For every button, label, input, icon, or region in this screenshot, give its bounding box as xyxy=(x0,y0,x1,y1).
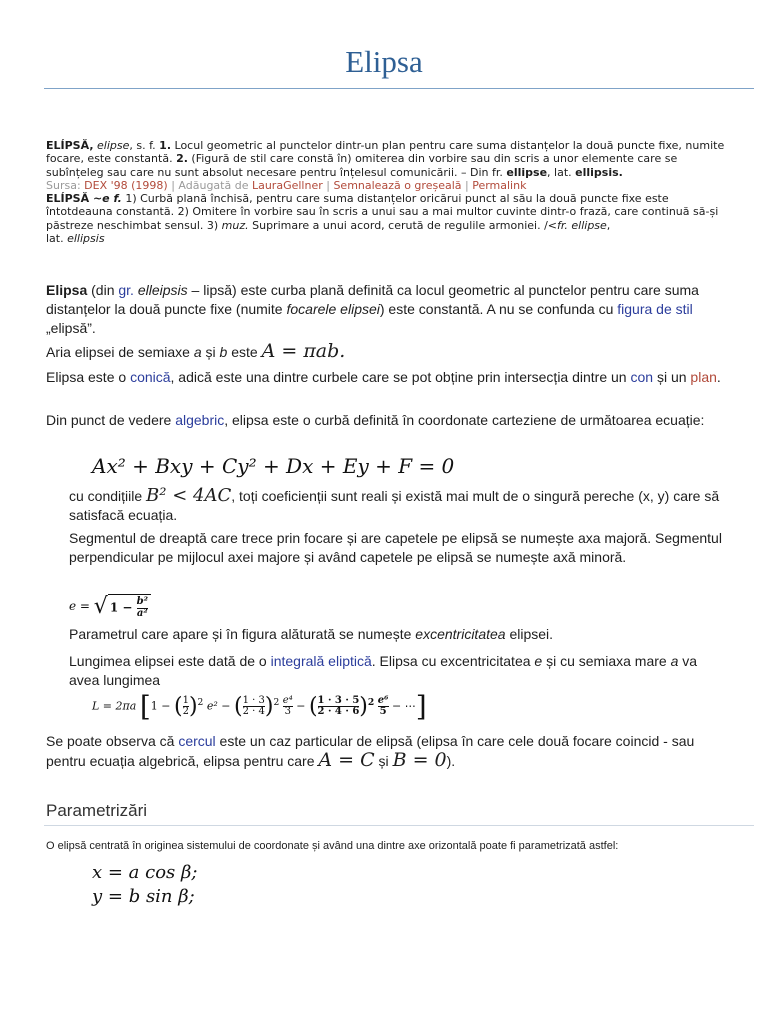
circle-formula-1: A = C xyxy=(318,749,375,771)
eccentricity-paragraph: Parametrul care apare și în figura alăturată se numește excentricitatea elipsei. xyxy=(69,626,554,642)
integral-link[interactable]: integrală eliptică xyxy=(270,653,372,669)
circle-formula-2: B = 0 xyxy=(392,749,447,771)
intro-paragraph: Elipsa (din gr. elleipsis – lipsă) este curba plană definită ca locul geometric al punctelor pentru care suma distanțelor la două puncte fixe (numite focarele elipsei) este constantă. A nu se confunda cu figura de stil „elipsă”. xyxy=(46,282,699,336)
dex-permalink[interactable]: Permalink xyxy=(472,178,527,192)
area-paragraph: Aria elipsei de semiaxe a și b este A = πab. xyxy=(46,340,346,362)
length-series-formula: L = 2πa [1 − ( $\frac{1}{2}$ )$^2$ e² − ( $\frac{1 \cdot 3}{2 \cdot 4}$ )$^2$ $\frac{\text{e⁴}}{3}$ − ( $\frac{1 \cdot 3 \cdot 5}{2 \cdot 4 \cdot 6}$ )$^2$ $\frac{\text{e⁶}}{5}$ − ⋯] xyxy=(92,690,427,723)
page-title: Elipsa xyxy=(345,44,423,79)
figura-de-stil-link[interactable]: figura de stil xyxy=(617,301,693,317)
dex-source-line: Sursa: DEX '98 (1998) | Adăugată de LauraGellner | Semnalează o greșeală | Permalink xyxy=(46,178,527,192)
conica-paragraph: Elipsa este o conică, adică este una dintre curbele care se pot obține prin intersecția dintre un con și un plan. xyxy=(46,369,721,385)
cerc-link[interactable]: cercul xyxy=(178,733,216,749)
param-y-formula: y = b sin β; xyxy=(92,886,195,907)
conditions-paragraph: cu condițiile B² < 4AC, toți coeficienții sunt reali și există mai mult de o singură pereche (x, y) care să satisfacă ecuația. xyxy=(69,485,720,523)
conica-link[interactable]: conică xyxy=(130,369,171,385)
title-divider xyxy=(44,88,754,89)
eccentricity-formula: e = √ 1 − $\frac{\text{b²}}{\text{a²}}$ xyxy=(69,594,151,619)
param-x-formula: x = a cos β; xyxy=(92,862,198,883)
dex-entry-1: ELÍPSĂ, elipse, s. f. 1. Locul geometric al punctelor dintr-un plan pentru care suma distanțelor la două puncte fixe, numite focare, este constantă. 2. (Figură de stil care constă în) omiterea din vorbire sau din scris a unor elemente care se subînțeleg sau care nu sunt absolut necesare pentru înțelesul comunicării. – Din fr. ellipse, lat. ellipsis. Sursa: DEX '98 (1998) | Adăugată de LauraGellner | Semnalează o greșeală | Permalink ELÍPSĂ ~e f. 1) Curbă plană închisă, pentru care suma distanțelor oricărui punct al său la două puncte fixe este întotdeauna constantă. 2) Omitere în vorbire sau în scris a unui sau a mai multor cuvinte dintr-o frază, care continuă să-și păstreze neschimbat sensul. 3) muz. Suprimare a unui acord, cerută de regulile armoniei. /<fr. ellipse, lat. ellipsis xyxy=(46,139,725,246)
dex-source-link[interactable]: DEX '98 (1998) xyxy=(84,178,168,192)
param-paragraph: O elipsă centrată în originea sistemului de coordonate și având una dintre axe orizontală poate fi parametrizată astfel: xyxy=(46,840,619,852)
dex-headword: ELÍPSĂ, xyxy=(46,139,94,152)
section-divider xyxy=(44,825,754,826)
con-link[interactable]: con xyxy=(630,369,654,385)
dex-report-link[interactable]: Semnalează o greșeală xyxy=(333,178,462,192)
plan-link[interactable]: plan xyxy=(690,369,717,385)
circle-paragraph: Se poate observa că cercul este un caz particular de elipsă (elipsa în care cele două focare coincid - sau pentru ecuația algebrică, elipsa pentru care A = C și B = 0). xyxy=(46,733,695,771)
dex-headword-2: ELÍPSĂ xyxy=(46,192,90,206)
greek-link[interactable]: gr. xyxy=(118,282,134,298)
axes-paragraph: Segmentul de dreaptă care trece prin focare și are capetele pe elipsă se numește axa majoră. Segmentul perpendicular pe mijlocul axei majore și având capetele pe elipsă se numește axă minoră. xyxy=(69,530,722,565)
algebric-paragraph: Din punct de vedere algebric, elipsa este o curbă definită în coordonate carteziene de următoarea ecuație: xyxy=(46,412,705,428)
length-paragraph: Lungimea elipsei este dată de o integrală eliptică. Elipsa cu excentricitatea e și cu semiaxa mare a va avea lungimea xyxy=(69,653,698,688)
condition-formula: B² < 4AC xyxy=(146,485,232,506)
section-heading-parametrizari: Parametrizări xyxy=(46,801,148,820)
general-equation: Ax² + Bxy + Cy² + Dx + Ey + F = 0 xyxy=(92,454,455,478)
algebric-link[interactable]: algebric xyxy=(175,412,225,428)
dex-user-link[interactable]: LauraGellner xyxy=(251,178,323,192)
dex-lemma: elipse xyxy=(97,139,130,152)
area-formula: A = πab. xyxy=(261,340,346,362)
